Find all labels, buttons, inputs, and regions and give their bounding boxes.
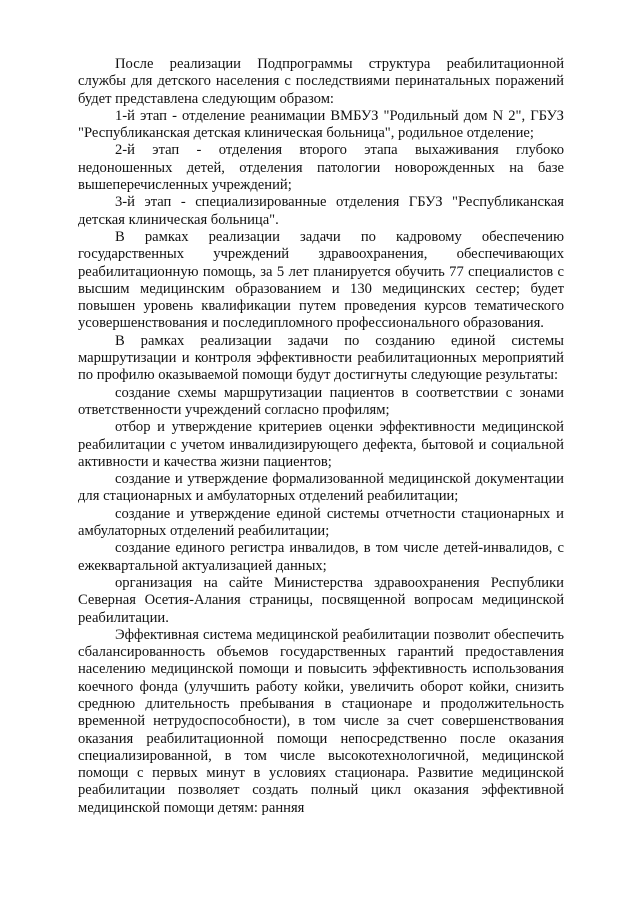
document-page [78,56,564,817]
list-item-reporting: создание и утверждение единой системы отчетности стационарных и амбулаторных отделений реабилитации; [78,505,564,540]
list-item-website: организация на сайте Министерства здравоохранения Республики Северная Осетия-Алания страницы, посвященной вопросам медицинской реабилитации. [78,574,564,626]
list-item-routing-scheme: создание схемы маршрутизации пациентов в соответствии с зонами ответственности учреждений согласно профилям; [78,384,564,418]
list-item-registry: создание единого регистра инвалидов, в том числе детей-инвалидов, с ежеквартальной актуализацией данных; [78,540,564,574]
paragraph-routing-intro: В рамках реализации задачи по созданию единой системы маршрутизации и контроля эффективности реабилитационных мероприятий по профилю оказываемой помощи будут достигнуты следующие результаты: [78,332,564,384]
paragraph-stage-2: 2-й этап - отделения второго этапа выхаживания глубоко недоношенных детей, отделения патологии новорожденных на базе вышеперечисленных учреждений; [78,142,564,194]
paragraph-stage-3: 3-й этап - специализированные отделения ГБУЗ "Республиканская детская клиническая больница". [78,194,564,228]
paragraph-stage-1: 1-й этап - отделение реанимации ВМБУЗ "Родильный дом N 2", ГБУЗ "Республиканская детская клиническая больница", родильное отделение; [78,107,564,142]
list-item-documentation: создание и утверждение формализованной медицинской документации для стационарных и амбулаторных отделений реабилитации; [78,471,564,505]
list-item-criteria: отбор и утверждение критериев оценки эффективности медицинской реабилитации с учетом инвалидизирующего дефекта, бытовой и социальной активности и качества жизни пациентов; [78,419,564,470]
paragraph-effectiveness: Эффективная система медицинской реабилитации позволит обеспечить сбалансированность объемов государственных гарантий предоставления населению медицинской помощи и повысить эффективность использования коечного фонда (улучшить работу койки, увеличить оборот койки, снизить среднюю длительность пребывания в стационаре и продолжительность временной нетрудоспособности), в том числе за счет совершенствования оказания реабилитационной помощи непосредственно после оказания специализированной, в том числе высокотехнологичной, медицинской помощи с первых минут в условиях стационара. Развитие медицинской реабилитации позволяет создать полный цикл оказания эффективной медицинской помощи детям: ранняя [78,626,564,816]
paragraph-staffing: В рамках реализации задачи по кадровому обеспечению государственных учреждений здравоохранения, обеспечивающих реабилитационную помощь, за 5 лет планируется обучить 77 специалистов с высшим медицинским образованием и 130 медицинских сестер; будет повышен уровень квалификации путем проведения курсов тематического усовершенствования и последипломного профессионального образования. [78,228,564,332]
paragraph-intro: После реализации Подпрограммы структура реабилитационной службы для детского населения с последствиями перинатальных поражений будет представлена следующим образом: [78,56,564,107]
